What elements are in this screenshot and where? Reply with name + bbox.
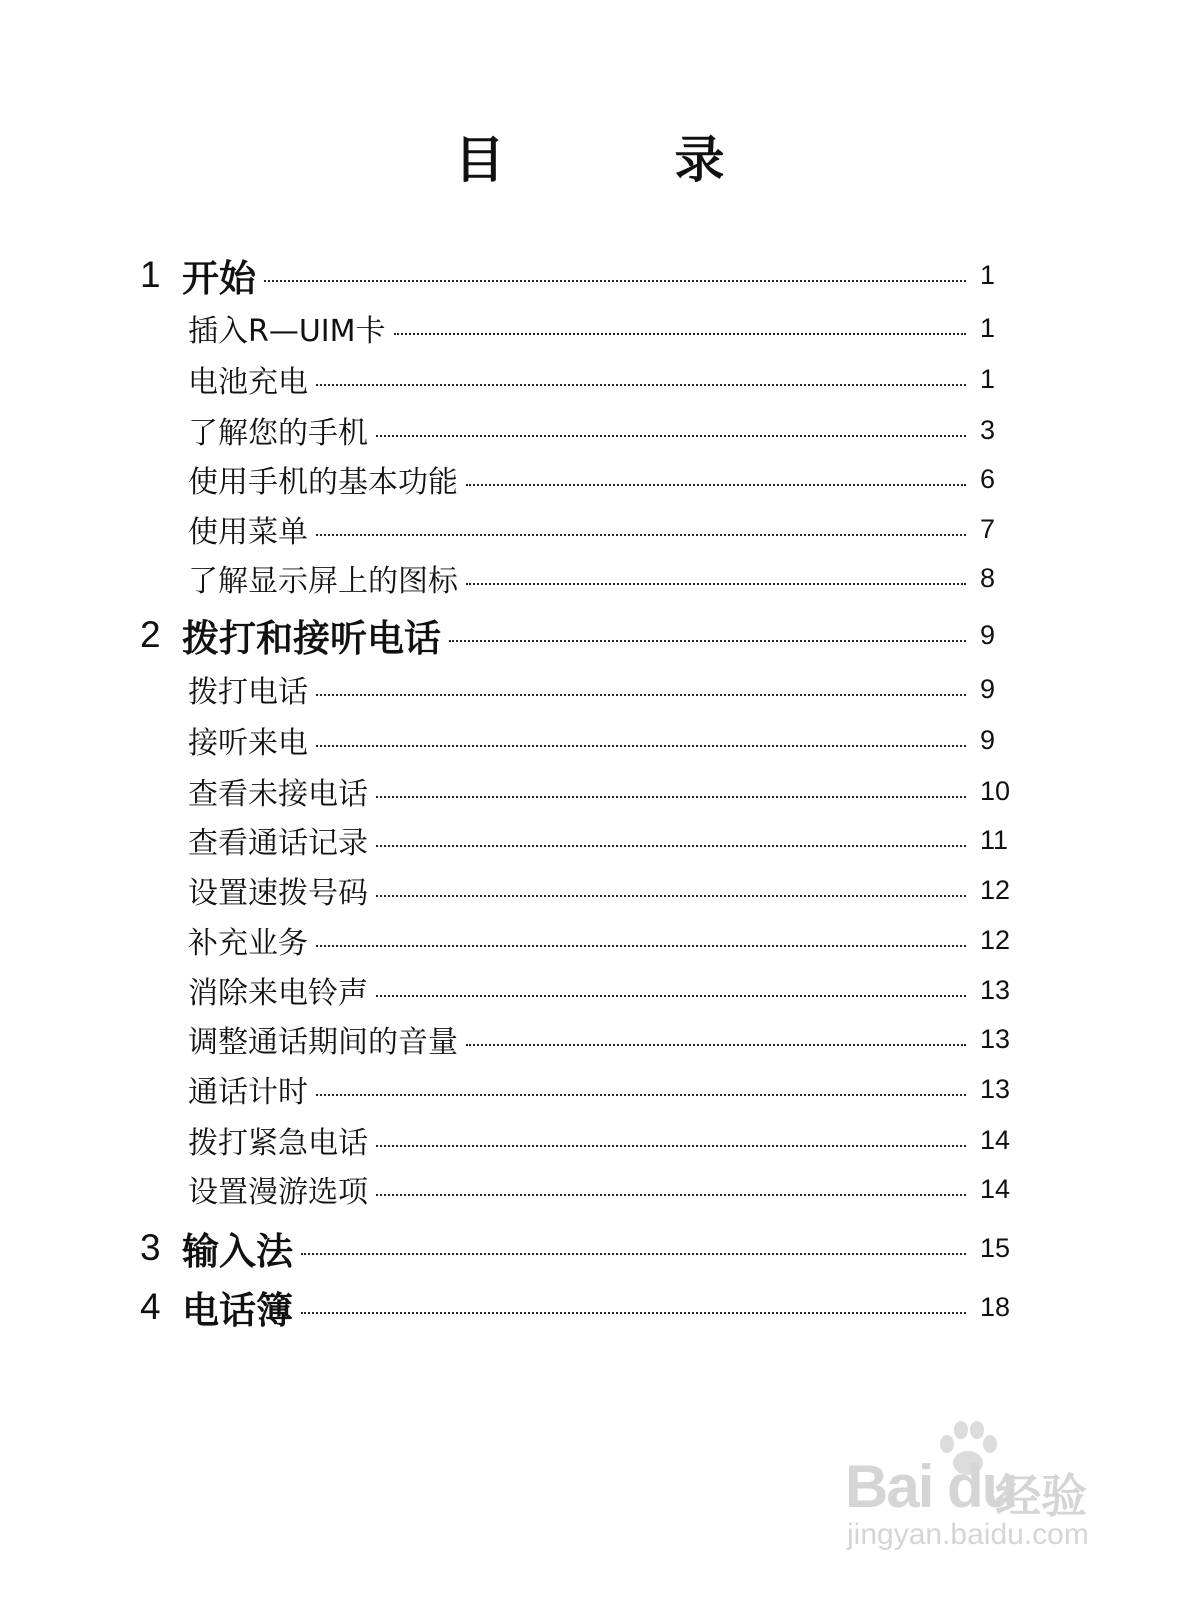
entry-title: 消除来电铃声: [188, 976, 368, 1011]
toc-section[interactable]: [188, 1167, 1024, 1211]
toc-chapter[interactable]: [140, 1285, 1024, 1332]
dot-leader: [376, 895, 966, 897]
page-number: 14: [980, 1124, 1011, 1155]
toc-section[interactable]: [188, 667, 1024, 711]
dot-leader: [466, 583, 966, 585]
page-number: 10: [980, 775, 1011, 806]
dot-leader: [449, 640, 966, 642]
dot-leader: [316, 384, 966, 386]
dot-leader: [376, 435, 966, 437]
toc-section[interactable]: [188, 408, 1024, 452]
dot-leader: [466, 484, 966, 486]
baidu-watermark: [845, 1418, 1145, 1568]
toc-section[interactable]: [188, 918, 1024, 962]
entry-title: 调整通话期间的音量: [188, 1025, 458, 1060]
toc-chapter[interactable]: [140, 613, 1024, 660]
entry-title: 电话簿: [182, 1289, 293, 1332]
entry-title: 补充业务: [188, 926, 308, 961]
entry-title: 了解显示屏上的图标: [188, 564, 458, 599]
page-number: 6: [980, 463, 996, 494]
entry-title: 了解您的手机: [188, 416, 368, 451]
watermark-url: jingyan.baidu.com: [847, 1518, 1089, 1551]
dot-leader: [376, 1145, 966, 1147]
dot-leader: [316, 745, 966, 747]
toc-section[interactable]: [188, 818, 1024, 862]
page-number: 9: [980, 619, 996, 650]
chapter-number: 1: [140, 254, 161, 295]
page-number: 14: [980, 1173, 1011, 1204]
entry-title: 查看未接电话: [188, 777, 368, 812]
page-number: 1: [980, 363, 996, 394]
chapter-number: 3: [140, 1227, 161, 1268]
dot-leader: [316, 534, 966, 536]
entry-title: 电池充电: [188, 365, 308, 400]
toc-section[interactable]: [188, 968, 1024, 1012]
dot-leader: [376, 1194, 966, 1196]
dot-leader: [376, 845, 966, 847]
chapter-number: 2: [140, 614, 161, 655]
entry-title: 输入法: [182, 1230, 293, 1273]
toc-chapter[interactable]: [140, 1226, 1024, 1273]
page-number: 12: [980, 924, 1011, 955]
toc-section[interactable]: [188, 507, 1024, 551]
dot-leader: [466, 1044, 966, 1046]
dot-leader: [301, 1253, 966, 1255]
entry-title: 设置速拨号码: [188, 876, 368, 911]
entry-title: 使用手机的基本功能: [188, 465, 458, 500]
page-number: 7: [980, 513, 996, 544]
entry-title: 拨打电话: [188, 675, 308, 710]
chapter-number: 4: [140, 1286, 161, 1327]
toc-section[interactable]: [188, 868, 1024, 912]
page-number: 3: [980, 414, 996, 445]
page-number: 9: [980, 673, 996, 704]
dot-leader: [376, 995, 966, 997]
toc-section[interactable]: [188, 769, 1024, 813]
page-number: 1: [980, 259, 996, 290]
entry-title: 通话计时: [188, 1075, 308, 1110]
dot-leader: [394, 333, 966, 335]
dot-leader: [301, 1312, 966, 1314]
dot-leader: [316, 694, 966, 696]
entry-title: 设置漫游选项: [188, 1175, 368, 1210]
watermark-brand-cn: 经验: [995, 1469, 1087, 1523]
dot-leader: [264, 280, 966, 282]
dot-leader: [316, 945, 966, 947]
dot-leader: [376, 796, 966, 798]
entry-title: 开始: [182, 257, 256, 300]
toc-section[interactable]: [188, 357, 1024, 401]
page-number: 11: [980, 824, 1009, 855]
entry-title: 接听来电: [188, 726, 308, 761]
toc-section[interactable]: [188, 556, 1024, 600]
page-number: 8: [980, 562, 996, 593]
toc-chapter[interactable]: [140, 253, 1024, 300]
page-number: 1: [980, 312, 996, 343]
entry-title: 拨打和接听电话: [182, 617, 441, 660]
page-number: 13: [980, 974, 1011, 1005]
page-number: 15: [980, 1232, 1011, 1263]
watermark-brand: Bai du: [845, 1453, 1017, 1520]
entry-title: 使用菜单: [188, 515, 308, 550]
toc-section[interactable]: [188, 718, 1024, 762]
entry-title: 拨打紧急电话: [188, 1126, 368, 1161]
page-number: 9: [980, 724, 996, 755]
toc-section[interactable]: [188, 1118, 1024, 1162]
toc-section[interactable]: [188, 1067, 1024, 1111]
entry-title: 插入R—UIM卡: [188, 314, 386, 349]
page-number: 18: [980, 1291, 1011, 1322]
dot-leader: [316, 1094, 966, 1096]
page-title: 目 录: [454, 131, 785, 189]
toc-section[interactable]: [188, 1017, 1024, 1061]
toc-section[interactable]: [188, 306, 1024, 350]
page-number: 13: [980, 1073, 1011, 1104]
page-number: 12: [980, 874, 1011, 905]
page-number: 13: [980, 1023, 1011, 1054]
entry-title: 查看通话记录: [188, 826, 368, 861]
toc-section[interactable]: [188, 457, 1024, 501]
